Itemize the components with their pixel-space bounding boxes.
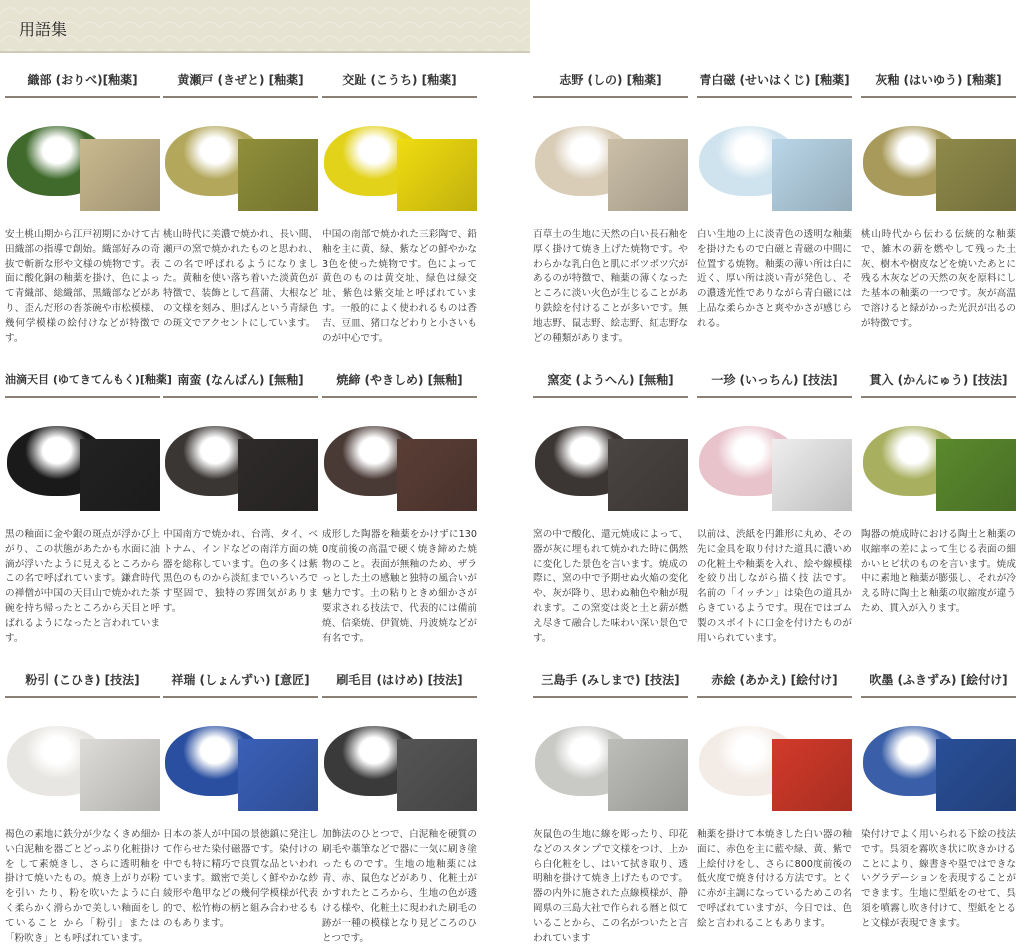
pottery-image — [533, 714, 688, 814]
glossary-entry — [322, 666, 477, 946]
glossary-entry — [322, 66, 477, 346]
entry-description: 褐色の素地に鉄分が少なくきめ細かい白泥釉を器ごとどっぷり化粧掛けを して素焼きし、さらに透明釉を掛けて焼いたもの。焼き上がりが粉を引い たり、粉を吹いたように白く柔らかく滑らかで美しい釉面をしていること から「粉引」または「粉吹き」とも呼ばれています。 — [5, 829, 160, 944]
entry-description: 釉薬を掛けて本焼きした白い器の釉面に、赤色を主に藍や緑、黄、紫で上絵付けをし、さらに800度前後の低火度で焼き付ける方法です。とくに赤が主調になっているためこの名で呼ばれていますが、今日では、色絵と言われることもあります。 — [697, 829, 852, 929]
title-divider — [5, 396, 160, 398]
title-divider — [697, 396, 852, 398]
pottery-image — [163, 414, 318, 514]
title-divider — [322, 96, 477, 98]
pottery-image — [533, 414, 688, 514]
entry-title: 貫入 (かんにゅう) [技法] — [869, 373, 1008, 387]
glaze-closeup-image — [238, 139, 318, 211]
title-divider — [5, 96, 160, 98]
title-divider — [533, 396, 688, 398]
glossary-entry — [5, 366, 172, 646]
glaze-closeup-image — [936, 439, 1016, 511]
glossary-entry — [5, 66, 160, 346]
glaze-closeup-image — [238, 439, 318, 511]
pottery-image — [5, 714, 160, 814]
entry-title: 青白磁 (せいはくじ) [釉薬] — [699, 73, 850, 87]
title-divider — [5, 696, 160, 698]
entry-description: 加飾法のひとつで、白泥釉を硬質の刷毛や藁筆などで器に一気に刷き塗ったものです。生地の地釉薬には青、赤、鼠色などがあり、化粧土がかすれたところから、生地の色が透ける様や、化粧土に現われた刷毛の跡が一種の模様となり見どころのひとつです。 — [322, 829, 477, 944]
entry-title: 窯変 (ようへん) [無釉] — [547, 373, 674, 387]
pottery-image — [322, 114, 477, 214]
entry-title: 祥瑞 (しょんずい) [意匠] — [171, 673, 310, 687]
pottery-image — [861, 714, 1016, 814]
pottery-image — [163, 114, 318, 214]
glossary-entry — [5, 666, 160, 946]
glaze-closeup-image — [936, 739, 1016, 811]
pottery-image — [861, 414, 1016, 514]
page-header-banner — [0, 0, 530, 53]
pottery-image — [697, 114, 852, 214]
pottery-image — [322, 414, 477, 514]
glossary-entry — [861, 366, 1016, 617]
entry-description: 桃山時代から伝わる伝統的な釉薬で、雑木の薪を燃やして残った土灰、樹木や樹皮などを焼いたあとに残る木灰などの天然の灰を原料にした基本の釉薬の一つです。灰が高温で溶けると緑がかった光沢が出るのが特徴です。 — [861, 229, 1016, 329]
glaze-closeup-image — [397, 139, 477, 211]
glossary-entry — [533, 66, 688, 346]
entry-title: 赤絵 (あかえ) [絵付け] — [711, 673, 838, 687]
entry-description: 窯の中で酸化、還元焼成によって、器が灰に埋もれて焼かれた時に偶然に変化した景色を言います。焼成の際に、窯の中で予期せぬ火焔の変化や、灰が降り、思わぬ釉色や釉が現れます。この窯変は炎と土と薪が燃え尽きて融合した味わい深い景色です。 — [533, 529, 688, 644]
title-divider — [533, 696, 688, 698]
title-divider — [533, 96, 688, 98]
title-divider — [861, 696, 1016, 698]
glaze-closeup-image — [80, 739, 160, 811]
pottery-image — [322, 714, 477, 814]
glaze-closeup-image — [936, 139, 1016, 211]
glaze-closeup-image — [608, 739, 688, 811]
entry-title: 志野 (しの) [釉薬] — [559, 73, 662, 87]
entry-description: 灰鼠色の生地に線を彫ったり、印花などのスタンプで文様をつけ、上から白化粧をし、はいて拭き取り、透明釉を掛けて焼き上げたものです。器の内外に施された点線模様が、静岡県の三島大社で作られる暦と似ていることから、この名がついたと言われています — [533, 829, 688, 944]
pottery-image — [697, 414, 852, 514]
page-title: 用語集 — [19, 20, 68, 39]
pottery-image — [5, 114, 160, 214]
glaze-closeup-image — [772, 139, 852, 211]
title-divider — [861, 96, 1016, 98]
pottery-image — [697, 714, 852, 814]
glossary-entry — [697, 366, 852, 646]
entry-description: 以前は、渋紙を円錐形に丸め、その先に金具を取り付けた道具に濃いめの化粧土や釉薬を入れ、絵や線模様を絞り出しながら描く技 法です。名前の「イッチン」は染色の道具からきているようです。現在ではゴム製のスポイトに口金を付けたものが用いられています。 — [697, 529, 852, 644]
glaze-closeup-image — [608, 139, 688, 211]
entry-description: 日本の茶人が中国の景徳鎮に発注して作らせた染付磁器です。染付けの中でも特に精巧で良質な品といわれています。緻密で美しく鮮やかな紗綾形や亀甲などの幾何学模様が代表的で、松竹梅の柄と組み合わせるものもあります。 — [163, 829, 318, 929]
glossary-entry — [163, 666, 318, 932]
entry-title: 刷毛目 (はけめ) [技法] — [336, 673, 463, 687]
entry-description: 染付けでよく用いられる下絵の技法です。呉須を霧吹き状に吹きかけることにより、線書きや塁ではできないグラデーションを表現することができます。生地に型紙をのせて、呉須を噴霧し吹き付けて、型紙をとると文様が表現できます。 — [861, 829, 1016, 929]
glossary-entry — [533, 666, 688, 946]
glaze-closeup-image — [238, 739, 318, 811]
glossary-entry — [533, 366, 688, 646]
pottery-image — [861, 114, 1016, 214]
glaze-closeup-image — [608, 439, 688, 511]
title-divider — [322, 696, 477, 698]
glossary-entry — [163, 66, 318, 332]
title-divider — [322, 396, 477, 398]
entry-title: 三島手 (みしまで) [技法] — [541, 673, 680, 687]
entry-title: 焼締 (やきしめ) [無釉] — [336, 373, 463, 387]
entry-title: 油滴天目 (ゆてきてんもく)[釉薬] — [5, 373, 172, 386]
entry-description: 安土桃山期から江戸初期にかけて古田織部の指導で創始。織部好みの奇抜で斬新な形や文様の焼物です。表面に酸化銅の釉薬を掛け、色によって青織部、総織部、黒織部などがあり、歪んだ形の沓茶碗や市松模様、幾何学模様の絵付けなどが特徴です。 — [5, 229, 160, 344]
glaze-closeup-image — [397, 739, 477, 811]
pottery-image — [533, 114, 688, 214]
entry-title: 黄瀬戸 (きぜと) [釉薬] — [177, 73, 304, 87]
entry-description: 白い生地の上に淡青色の透明な釉薬を掛けたもので白磁と青磁の中間に位置する焼物。釉薬の薄い所は白に近く、厚い所は淡い青が発色し、その濃透光性でありながら青白磁には上品な柔らかさと爽やかさが感じられる。 — [697, 229, 852, 329]
glaze-closeup-image — [772, 739, 852, 811]
entry-description: 桃山時代に美濃で焼かれ、長い間、瀬戸の窯で焼かれたものと思われ、この名で呼ばれるようになりました。黄釉を使い落ち着いた淡黄色が特徴で、装飾として菖蒲、大根などの文様を刻み、胆ばんという青緑色の斑文でアクセントにしています。 — [163, 229, 318, 329]
entry-title: 灰釉 (はいゆう) [釉薬] — [875, 73, 1002, 87]
pottery-image — [163, 714, 318, 814]
glossary-entry — [697, 666, 852, 932]
entry-title: 織部 (おりべ)[釉薬] — [27, 73, 138, 87]
title-divider — [697, 696, 852, 698]
entry-title: 交趾 (こうち) [釉薬] — [342, 73, 457, 87]
entry-description: 中国の南部で焼かれた三彩陶で、鉛釉を主に黄、緑、紫などの鮮やかな3色を使った焼物です。色によって黄色のものは黄交址、緑色は緑交址、紫色は紫交址と呼ばれています。一般的によく使われるものは香吉、豆皿、猪口などわりと小さいものが中心です。 — [322, 229, 477, 344]
glaze-closeup-image — [80, 139, 160, 211]
title-divider — [861, 396, 1016, 398]
glossary-entry — [861, 666, 1016, 932]
glossary-entry — [163, 366, 318, 617]
title-divider — [697, 96, 852, 98]
glossary-entry — [697, 66, 852, 332]
glossary-entry — [322, 366, 477, 646]
title-divider — [163, 396, 318, 398]
entry-title: 粉引 (こひき) [技法] — [25, 673, 140, 687]
glossary-entry — [861, 66, 1016, 332]
pottery-image — [5, 414, 160, 514]
entry-description: 成形した陶器を釉薬をかけずに1300度前後の高温で硬く焼き締めた焼物のこと。表面が無釉のため、ザラっとした土の感触と独特の風合いが魅力です。土の粘りときめ細かさが要求される技法で、代表的には備前焼、信楽焼、伊賀焼、丹波焼などが有名です。 — [322, 529, 477, 644]
entry-description: 中国南方で焼かれ、台湾、タイ、ベトナム、インドなどの南洋方面の焼器を総称しています。色の多くは紫黒色のものから淡紅までいろいろです堅固で、独特の雰囲気があります。 — [163, 529, 318, 614]
glaze-closeup-image — [80, 439, 160, 511]
entry-title: 南蛮 (なんばん) [無釉] — [177, 373, 304, 387]
entry-description: 百草土の生地に天然の白い長石釉を厚く掛けて焼き上げた焼物です。やわらかな乳白色と肌にボツボツ穴があるのが特徴で、釉薬の薄くなったところに淡い火色が生じることがあり鉄絵を付けることが多いです。無地志野、鼠志野、絵志野、紅志野などの種類があります。 — [533, 229, 688, 344]
entry-title: 一珍 (いっちん) [技法] — [711, 373, 838, 387]
glaze-closeup-image — [397, 439, 477, 511]
entry-description: 陶器の焼成時における陶土と釉薬の収縮率の差によって生じる表面の細かいヒビ状のものを言います。焼成中に素地と釉薬が膨張し、それが冷える時に陶土と釉薬の収縮度が違うため、貫入が入ります。 — [861, 529, 1016, 614]
glaze-closeup-image — [772, 439, 852, 511]
entry-title: 吹墨 (ふきずみ) [絵付け] — [869, 673, 1008, 687]
title-divider — [163, 696, 318, 698]
entry-description: 黒の釉面に金や銀の斑点が浮かび上がり、この状態があたかも水面に油滴が浮いたように見えるところからこの名で呼ばれています。鎌倉時代の禅僧が中国の天目山で焼かれた茶碗を持ち帰ったところから天目と呼ばれるようになったと言われています。 — [5, 529, 160, 644]
title-divider — [163, 96, 318, 98]
